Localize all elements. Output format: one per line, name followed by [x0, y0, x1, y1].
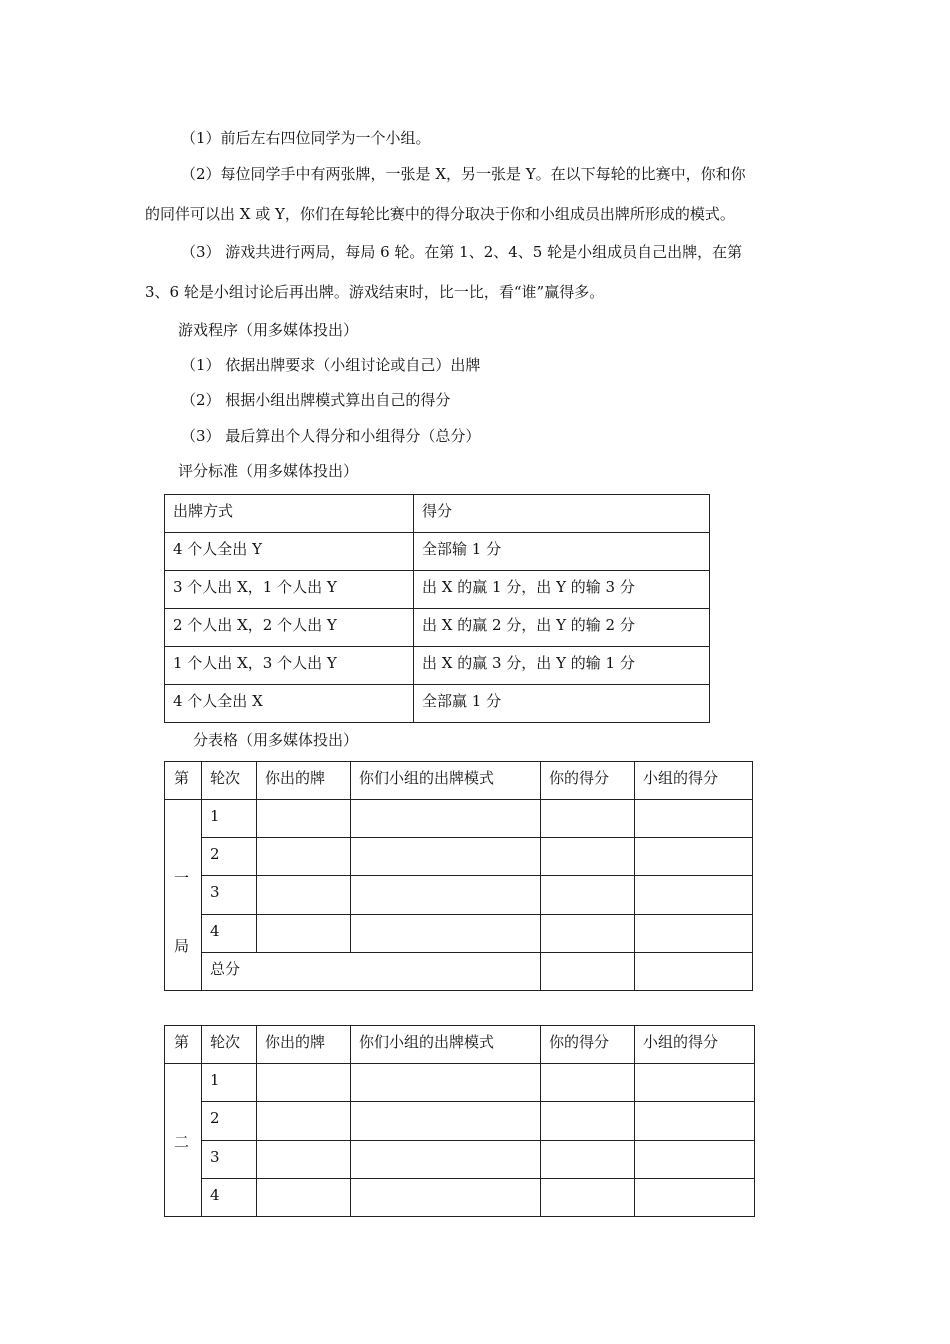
round-number: 1: [202, 1064, 257, 1102]
rule-1: （1）前后左右四位同学为一个小组。: [181, 129, 431, 147]
rule-2-line-1: （2）每位同学手中有两张牌，一张是 X，另一张是 Y。在以下每轮的比赛中，你和你: [181, 165, 746, 183]
procedure-heading: 游戏程序（用多媒体投出）: [178, 321, 359, 339]
game-1-label-top: 一: [174, 869, 190, 887]
your-card-cell[interactable]: [257, 1140, 351, 1178]
rule-2-line-2: 的同伴可以出 X 或 Y，你们在每轮比赛中的得分取决于你和小组成员出牌所形成的模式。: [145, 205, 735, 223]
group-pattern-cell[interactable]: [351, 1140, 541, 1178]
group-pattern-cell[interactable]: [351, 838, 541, 876]
your-card-cell[interactable]: [257, 800, 351, 838]
table-row: [165, 609, 710, 647]
game-1-header-row: [165, 762, 753, 800]
header-round: 轮次: [202, 762, 257, 800]
your-total-cell[interactable]: [541, 952, 635, 990]
header-group-score: 小组的得分: [635, 1026, 755, 1064]
header-your-card: 你出的牌: [257, 1026, 351, 1064]
table-row: [165, 533, 710, 571]
header-group-score: 小组的得分: [635, 762, 753, 800]
scoring-method-cell: 1 个人出 X，3 个人出 Y: [165, 647, 414, 685]
procedure-step-2: （2） 根据小组出牌模式算出自己的得分: [181, 391, 451, 409]
table-row: [165, 876, 753, 914]
round-number: 1: [202, 800, 257, 838]
header-your-score: 你的得分: [541, 762, 635, 800]
header-group-pattern: 你们小组的出牌模式: [351, 1026, 541, 1064]
header-round: 轮次: [202, 1026, 257, 1064]
scoring-score-cell: 全部赢 1 分: [414, 685, 710, 723]
scoring-header-score: 得分: [414, 495, 710, 533]
table-row: [165, 685, 710, 723]
procedure-step-3: （3） 最后算出个人得分和小组得分（总分）: [181, 427, 481, 445]
game-2-label: [165, 1064, 202, 1217]
game-2-table: [164, 1025, 755, 1217]
scoring-method-cell: 2 个人出 X，2 个人出 Y: [165, 609, 414, 647]
group-pattern-cell[interactable]: [351, 1102, 541, 1140]
your-card-cell[interactable]: [257, 914, 351, 952]
table-row: [165, 571, 710, 609]
scoring-method-cell: 3 个人出 X，1 个人出 Y: [165, 571, 414, 609]
group-score-cell[interactable]: [635, 1178, 755, 1216]
group-score-cell[interactable]: [635, 800, 753, 838]
game-2-header-row: [165, 1026, 755, 1064]
your-card-cell[interactable]: [257, 838, 351, 876]
your-score-cell[interactable]: [541, 914, 635, 952]
group-score-cell[interactable]: [635, 914, 753, 952]
group-score-cell[interactable]: [635, 1102, 755, 1140]
your-score-cell[interactable]: [541, 1140, 635, 1178]
your-score-cell[interactable]: [541, 1064, 635, 1102]
header-game: 第: [165, 1026, 202, 1064]
header-game: 第: [165, 762, 202, 800]
your-card-cell[interactable]: [257, 1102, 351, 1140]
rule-3-line-1: （3） 游戏共进行两局，每局 6 轮。在第 1、2、4、5 轮是小组成员自己出牌，在第: [181, 243, 743, 261]
table-row: [165, 1178, 755, 1216]
rule-3-line-2: 3、6 轮是小组讨论后再出牌。游戏结束时，比一比，看“谁”赢得多。: [145, 283, 605, 301]
round-number: 4: [202, 914, 257, 952]
header-your-card: 你出的牌: [257, 762, 351, 800]
group-total-cell[interactable]: [635, 952, 753, 990]
round-number: 2: [202, 838, 257, 876]
table-row: [165, 914, 753, 952]
round-number: 2: [202, 1102, 257, 1140]
table-row: [165, 800, 753, 838]
game-1-table: [164, 761, 753, 991]
total-label: 总分: [202, 952, 541, 990]
your-card-cell[interactable]: [257, 876, 351, 914]
scoring-score-cell: 出 X 的赢 1 分，出 Y 的输 3 分: [414, 571, 710, 609]
group-score-cell[interactable]: [635, 1140, 755, 1178]
group-pattern-cell[interactable]: [351, 800, 541, 838]
group-pattern-cell[interactable]: [351, 1064, 541, 1102]
header-group-pattern: 你们小组的出牌模式: [351, 762, 541, 800]
procedure-step-1: （1） 依据出牌要求（小组讨论或自己）出牌: [181, 356, 481, 374]
table-row: [165, 1064, 755, 1102]
scoring-method-cell: 4 个人全出 Y: [165, 533, 414, 571]
your-card-cell[interactable]: [257, 1064, 351, 1102]
table-row: [165, 1102, 755, 1140]
total-row: [165, 952, 753, 990]
group-score-cell[interactable]: [635, 838, 753, 876]
your-score-cell[interactable]: [541, 838, 635, 876]
your-score-cell[interactable]: [541, 1178, 635, 1216]
scoring-heading: 评分标准（用多媒体投出）: [178, 462, 359, 480]
your-score-cell[interactable]: [541, 876, 635, 914]
header-your-score: 你的得分: [541, 1026, 635, 1064]
round-number: 3: [202, 876, 257, 914]
scoring-header-row: [165, 495, 710, 533]
scoring-header-method: 出牌方式: [165, 495, 414, 533]
group-pattern-cell[interactable]: [351, 1178, 541, 1216]
table-row: [165, 838, 753, 876]
scoring-method-cell: 4 个人全出 X: [165, 685, 414, 723]
scoring-score-cell: 出 X 的赢 3 分，出 Y 的输 1 分: [414, 647, 710, 685]
score-sheet-heading: 分表格（用多媒体投出）: [193, 731, 359, 749]
group-score-cell[interactable]: [635, 876, 753, 914]
scoring-score-cell: 出 X 的赢 2 分，出 Y 的输 2 分: [414, 609, 710, 647]
game-2-label-text: 二: [174, 1133, 190, 1151]
group-score-cell[interactable]: [635, 1064, 755, 1102]
your-score-cell[interactable]: [541, 800, 635, 838]
group-pattern-cell[interactable]: [351, 914, 541, 952]
scoring-table: [164, 494, 710, 723]
your-card-cell[interactable]: [257, 1178, 351, 1216]
round-number: 3: [202, 1140, 257, 1178]
round-number: 4: [202, 1178, 257, 1216]
table-row: [165, 647, 710, 685]
group-pattern-cell[interactable]: [351, 876, 541, 914]
your-score-cell[interactable]: [541, 1102, 635, 1140]
scoring-score-cell: 全部输 1 分: [414, 533, 710, 571]
game-1-label-bottom: 局: [174, 937, 190, 955]
table-row: [165, 1140, 755, 1178]
game-1-label: [165, 800, 202, 991]
